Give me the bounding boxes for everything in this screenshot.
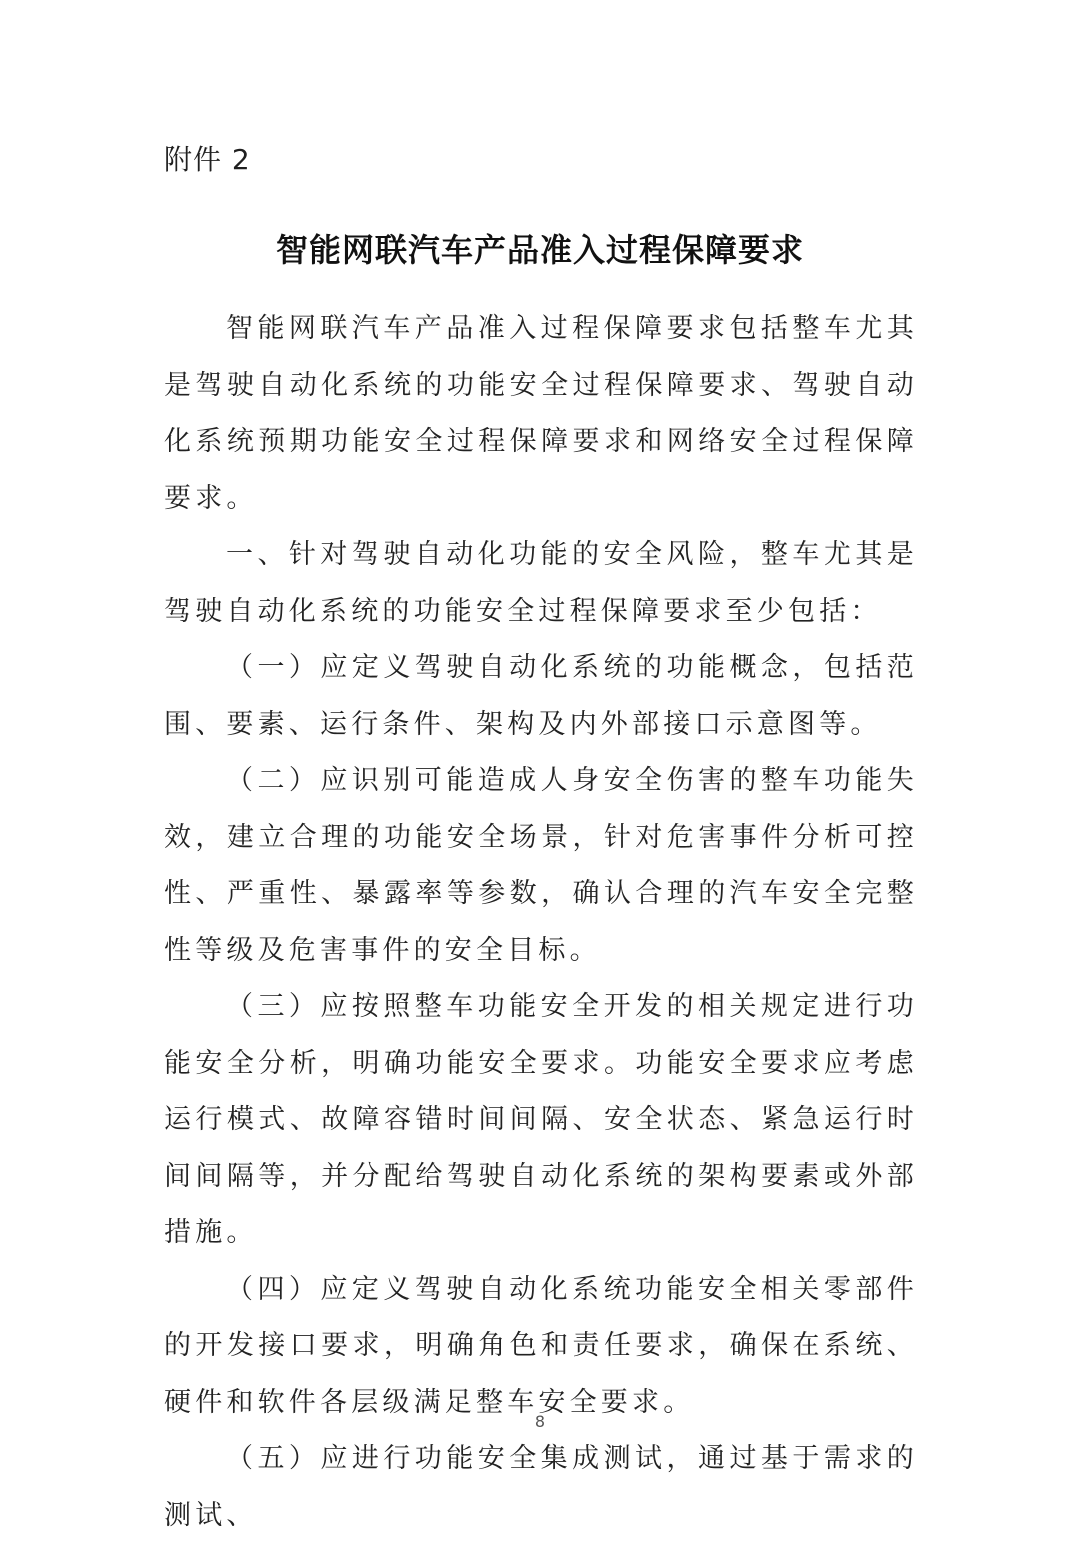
attachment-label: 附件 2 [164,143,251,176]
document-title: 智能网联汽车产品准入过程保障要求 [275,231,804,269]
page-number: 8 [534,1412,546,1431]
paragraph-item-4: （四）应定义驾驶自动化系统功能安全相关零部件的开发接口要求，明确角色和责任要求，确保在系统、硬件和软件各层级满足整车安全要求。 [164,1273,918,1418]
paragraph-section-1: 一、针对驾驶自动化功能的安全风险，整车尤其是驾驶自动化系统的功能安全过程保障要求至少包括： [164,539,918,627]
paragraph-item-3: （三）应按照整车功能安全开发的相关规定进行功能安全分析，明确功能安全要求。功能安全要求应考虑运行模式、故障容错时间间隔、安全状态、紧急运行时间间隔等，并分配给驾驶自动化系统的架构要素或外部措施。 [164,991,918,1248]
paragraph-item-5: （五）应进行功能安全集成测试，通过基于需求的测试、 [164,1443,918,1531]
paragraph-item-2: （二）应识别可能造成人身安全伤害的整车功能失效，建立合理的功能安全场景，针对危害事件分析可控性、严重性、暴露率等参数，确认合理的汽车安全完整性等级及危害事件的安全目标。 [164,765,918,966]
document-body [164,301,918,1544]
paragraph-intro: 智能网联汽车产品准入过程保障要求包括整车尤其是驾驶自动化系统的功能安全过程保障要求、驾驶自动化系统预期功能安全过程保障要求和网络安全过程保障要求。 [164,313,918,514]
paragraph-item-1: （一）应定义驾驶自动化系统的功能概念，包括范围、要素、运行条件、架构及内外部接口示意图等。 [164,652,918,740]
